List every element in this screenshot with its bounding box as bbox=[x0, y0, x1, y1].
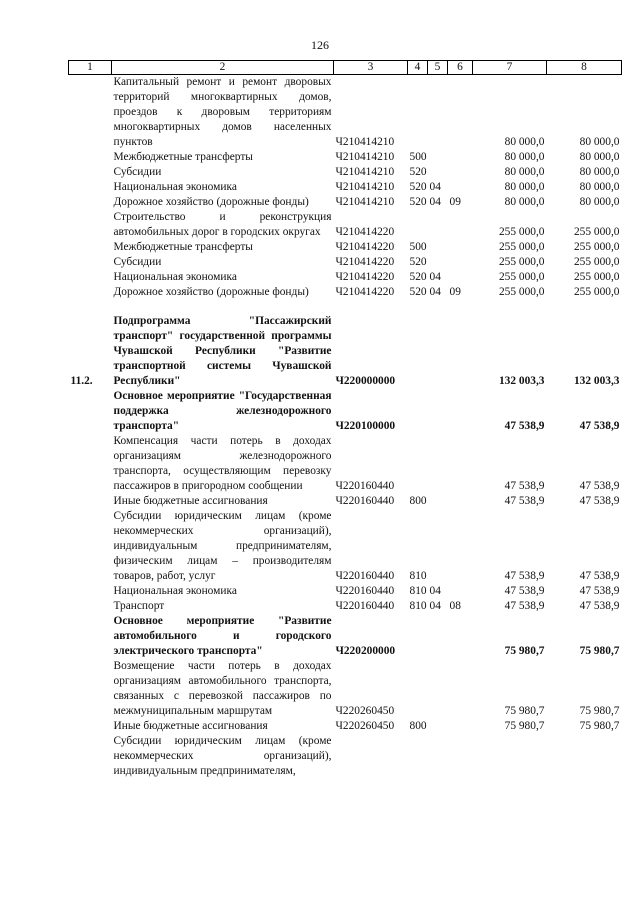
section-cell bbox=[428, 314, 448, 389]
subsection-cell bbox=[448, 734, 473, 779]
expense-type-cell bbox=[408, 734, 428, 779]
row-number-cell bbox=[69, 434, 112, 494]
amount-col7-cell: 255 000,0 bbox=[498, 226, 545, 238]
row-number-cell bbox=[69, 734, 112, 779]
item-name-cell: Субсидии bbox=[113, 166, 162, 178]
row-number-cell bbox=[69, 150, 112, 165]
subsection-cell: 08 bbox=[449, 600, 461, 612]
amount-col8-cell: 75 980,7 bbox=[579, 705, 620, 717]
amount-col8-cell: 80 000,0 bbox=[579, 151, 620, 163]
row-number-cell bbox=[69, 195, 112, 210]
section-cell bbox=[428, 614, 448, 659]
table-row bbox=[69, 240, 622, 255]
row-number-cell bbox=[69, 719, 112, 734]
amount-col8-cell: 255 000,0 bbox=[573, 241, 620, 253]
amount-col7-cell: 132 003,3 bbox=[498, 375, 545, 387]
amount-col7-cell: 80 000,0 bbox=[504, 181, 545, 193]
table-row bbox=[69, 599, 622, 614]
item-name-cell: Национальная экономика bbox=[113, 271, 237, 283]
row-number-cell bbox=[69, 180, 112, 195]
section-cell: 04 bbox=[429, 196, 441, 208]
amount-col7-cell: 47 538,9 bbox=[504, 585, 545, 597]
amount-col8-cell: 80 000,0 bbox=[579, 166, 620, 178]
amount-col7-cell: 75 980,7 bbox=[504, 720, 545, 732]
item-name-cell: Межбюджетные трансферты bbox=[113, 151, 253, 163]
table-row bbox=[69, 509, 622, 584]
row-number-cell bbox=[69, 614, 112, 659]
table-row bbox=[69, 285, 622, 300]
amount-col8-cell: 255 000,0 bbox=[573, 256, 620, 268]
page-number: 126 bbox=[311, 38, 329, 52]
table-row bbox=[69, 165, 622, 180]
item-name-cell: Возмещение части потерь в доходах организациям автомобильного транспорта, связанных с перевозкой пассажиров по межмуниципальным маршрутам bbox=[113, 660, 332, 717]
row-number-cell bbox=[69, 210, 112, 240]
table-row bbox=[69, 270, 622, 285]
expense-type-cell bbox=[408, 614, 428, 659]
table-row bbox=[69, 314, 622, 389]
item-name-cell: Основное мероприятие "Государственная поддержка железнодорожного транспорта" bbox=[113, 390, 332, 432]
row-number-cell bbox=[69, 599, 112, 614]
item-name-cell: Дорожное хозяйство (дорожные фонды) bbox=[113, 286, 309, 298]
amount-col7-cell: 255 000,0 bbox=[498, 271, 545, 283]
amount-col8-cell bbox=[547, 734, 622, 779]
expense-type-cell: 520 bbox=[409, 271, 427, 283]
target-code-cell: Ч210414210 bbox=[335, 196, 395, 208]
expense-type-cell: 500 bbox=[409, 241, 427, 253]
expense-type-cell: 810 bbox=[409, 585, 427, 597]
subsection-cell bbox=[448, 509, 473, 584]
section-cell bbox=[428, 434, 448, 494]
amount-col7-cell: 75 980,7 bbox=[504, 705, 545, 717]
amount-col7-cell: 80 000,0 bbox=[504, 196, 545, 208]
row-number-cell: 11.2. bbox=[70, 375, 93, 387]
expense-type-cell bbox=[408, 210, 428, 240]
section-cell bbox=[428, 509, 448, 584]
item-name-cell: Основное мероприятие "Развитие автомобильного и городского электрического транспорта" bbox=[113, 615, 332, 657]
section-cell bbox=[428, 210, 448, 240]
section-cell: 04 bbox=[429, 600, 441, 612]
target-code-cell: Ч220260450 bbox=[335, 705, 395, 717]
section-cell bbox=[428, 150, 448, 165]
section-cell bbox=[428, 494, 448, 509]
amount-col8-cell: 80 000,0 bbox=[579, 136, 620, 148]
header-cell: 1 bbox=[69, 61, 112, 75]
section-cell bbox=[428, 165, 448, 180]
item-name-cell: Национальная экономика bbox=[113, 585, 237, 597]
section-cell bbox=[428, 734, 448, 779]
section-cell bbox=[428, 389, 448, 434]
amount-col8-cell: 255 000,0 bbox=[573, 226, 620, 238]
table-row bbox=[69, 180, 622, 195]
amount-col7-cell: 47 538,9 bbox=[504, 480, 545, 492]
row-number-cell bbox=[69, 494, 112, 509]
expense-type-cell: 810 bbox=[409, 600, 427, 612]
subsection-cell bbox=[448, 75, 473, 151]
subsection-cell bbox=[448, 255, 473, 270]
amount-col7-cell: 47 538,9 bbox=[504, 600, 545, 612]
subsection-cell bbox=[448, 270, 473, 285]
expense-type-cell: 520 bbox=[409, 166, 427, 178]
target-code-cell: Ч220160440 bbox=[335, 600, 395, 612]
table-row bbox=[69, 614, 622, 659]
table-row bbox=[69, 434, 622, 494]
subsection-cell: 09 bbox=[449, 196, 461, 208]
subsection-cell bbox=[448, 150, 473, 165]
spacer-cell bbox=[69, 300, 622, 314]
item-name-cell: Субсидии юридическим лицам (кроме некоммерческих организаций), индивидуальным предпринимателям, bbox=[113, 735, 332, 777]
expense-type-cell: 800 bbox=[409, 495, 427, 507]
item-name-cell: Межбюджетные трансферты bbox=[113, 241, 253, 253]
section-cell: 04 bbox=[429, 286, 441, 298]
target-code-cell: Ч210414220 bbox=[335, 226, 395, 238]
expense-type-cell: 520 bbox=[409, 256, 427, 268]
amount-col7-cell: 80 000,0 bbox=[504, 166, 545, 178]
table-row bbox=[69, 255, 622, 270]
item-name-cell: Дорожное хозяйство (дорожные фонды) bbox=[113, 196, 309, 208]
expense-type-cell bbox=[408, 659, 428, 719]
header-cell: 4 bbox=[408, 61, 428, 75]
table-row bbox=[69, 734, 622, 779]
subsection-cell bbox=[448, 719, 473, 734]
table-row bbox=[69, 75, 622, 151]
item-name-cell: Иные бюджетные ассигнования bbox=[113, 720, 268, 732]
item-name-cell: Транспорт bbox=[113, 600, 165, 612]
target-code-cell: Ч210414210 bbox=[335, 181, 395, 193]
expense-type-cell bbox=[408, 389, 428, 434]
header-cell: 8 bbox=[547, 61, 622, 75]
item-name-cell: Субсидии bbox=[113, 256, 162, 268]
subsection-cell bbox=[448, 614, 473, 659]
item-name-cell: Строительство и реконструкция автомобильных дорог в городских округах bbox=[113, 211, 332, 238]
subsection-cell bbox=[448, 314, 473, 389]
item-name-cell: Капитальный ремонт и ремонт дворовых территорий многоквартирных домов, проездов к дворовым территориям многоквартирных домов населенных пунктов bbox=[113, 76, 332, 148]
amount-col8-cell: 47 538,9 bbox=[579, 585, 620, 597]
table-row bbox=[69, 210, 622, 240]
target-code-cell: Ч220160440 bbox=[335, 585, 395, 597]
amount-col8-cell: 75 980,7 bbox=[579, 645, 620, 657]
amount-col8-cell: 47 538,9 bbox=[579, 600, 620, 612]
section-cell bbox=[428, 659, 448, 719]
row-number-cell bbox=[69, 389, 112, 434]
item-name-cell: Национальная экономика bbox=[113, 181, 237, 193]
amount-col8-cell: 255 000,0 bbox=[573, 271, 620, 283]
table-body bbox=[69, 75, 622, 780]
amount-col8-cell: 80 000,0 bbox=[579, 181, 620, 193]
target-code-cell: Ч210414210 bbox=[335, 166, 395, 178]
amount-col7-cell: 255 000,0 bbox=[498, 286, 545, 298]
subsection-cell bbox=[448, 389, 473, 434]
amount-col8-cell: 255 000,0 bbox=[573, 286, 620, 298]
target-code-cell: Ч220200000 bbox=[335, 645, 396, 657]
section-cell: 04 bbox=[429, 585, 441, 597]
item-name-cell: Компенсация части потерь в доходах организациям железнодорожного транспорта, осуществляющим перевозку пассажиров в пригородном сообщении bbox=[113, 435, 332, 492]
subsection-cell bbox=[448, 180, 473, 195]
target-code-cell: Ч220100000 bbox=[335, 420, 396, 432]
subsection-cell bbox=[448, 240, 473, 255]
expense-type-cell: 500 bbox=[409, 151, 427, 163]
subsection-cell bbox=[448, 659, 473, 719]
amount-col8-cell: 47 538,9 bbox=[579, 570, 620, 582]
spacer-row bbox=[69, 300, 622, 314]
expense-type-cell: 520 bbox=[409, 286, 427, 298]
expense-type-cell bbox=[408, 314, 428, 389]
table-row bbox=[69, 659, 622, 719]
expense-type-cell: 810 bbox=[409, 570, 427, 582]
subsection-cell bbox=[448, 434, 473, 494]
target-code-cell: Ч210414220 bbox=[335, 241, 395, 253]
amount-col7-cell: 80 000,0 bbox=[504, 151, 545, 163]
subsection-cell bbox=[448, 165, 473, 180]
amount-col8-cell: 132 003,3 bbox=[573, 375, 620, 387]
target-code-cell: Ч210414220 bbox=[335, 286, 395, 298]
expense-type-cell: 800 bbox=[409, 720, 427, 732]
section-cell bbox=[428, 240, 448, 255]
target-code-cell: Ч220160440 bbox=[335, 570, 395, 582]
budget-table bbox=[68, 60, 622, 779]
header-cell: 7 bbox=[473, 61, 547, 75]
header-cell: 6 bbox=[448, 61, 473, 75]
row-number-cell bbox=[69, 659, 112, 719]
row-number-cell bbox=[69, 270, 112, 285]
row-number-cell bbox=[69, 165, 112, 180]
section-cell bbox=[428, 719, 448, 734]
table-row bbox=[69, 150, 622, 165]
amount-col7-cell: 80 000,0 bbox=[504, 136, 545, 148]
table-row bbox=[69, 389, 622, 434]
item-name-cell: Иные бюджетные ассигнования bbox=[113, 495, 268, 507]
table-row bbox=[69, 719, 622, 734]
item-name-cell: Подпрограмма "Пассажирский транспорт" государственной программы Чувашской Республики "Развитие транспортной системы Чувашской Республики" bbox=[113, 315, 332, 387]
table-header-row bbox=[69, 61, 622, 75]
item-name-cell: Субсидии юридическим лицам (кроме некоммерческих организаций), индивидуальным предпринимателям, физическим лицам – производителям товаров, работ, услуг bbox=[113, 510, 332, 582]
amount-col8-cell: 80 000,0 bbox=[579, 196, 620, 208]
amount-col7-cell: 47 538,9 bbox=[504, 420, 545, 432]
expense-type-cell bbox=[408, 75, 428, 151]
section-cell bbox=[428, 75, 448, 151]
amount-col7-cell: 255 000,0 bbox=[498, 256, 545, 268]
section-cell: 04 bbox=[429, 181, 441, 193]
target-code-cell: Ч210414220 bbox=[335, 256, 395, 268]
amount-col8-cell: 47 538,9 bbox=[579, 495, 620, 507]
table-row bbox=[69, 494, 622, 509]
target-code-cell: Ч210414210 bbox=[335, 151, 395, 163]
expense-type-cell bbox=[408, 434, 428, 494]
expense-type-cell: 520 bbox=[409, 196, 427, 208]
header-cell: 3 bbox=[334, 61, 408, 75]
subsection-cell: 09 bbox=[449, 286, 461, 298]
row-number-cell bbox=[69, 285, 112, 300]
row-number-cell bbox=[69, 509, 112, 584]
amount-col8-cell: 47 538,9 bbox=[579, 420, 620, 432]
table-row bbox=[69, 195, 622, 210]
target-code-cell bbox=[334, 734, 408, 779]
table-row bbox=[69, 584, 622, 599]
target-code-cell: Ч220160440 bbox=[335, 495, 395, 507]
amount-col7-cell: 255 000,0 bbox=[498, 241, 545, 253]
header-cell: 5 bbox=[428, 61, 448, 75]
subsection-cell bbox=[448, 210, 473, 240]
target-code-cell: Ч210414220 bbox=[335, 271, 395, 283]
row-number-cell bbox=[69, 240, 112, 255]
row-number-cell bbox=[69, 255, 112, 270]
header-cell: 2 bbox=[112, 61, 334, 75]
amount-col7-cell: 47 538,9 bbox=[504, 570, 545, 582]
amount-col7-cell: 75 980,7 bbox=[504, 645, 545, 657]
expense-type-cell: 520 bbox=[409, 181, 427, 193]
section-cell bbox=[428, 255, 448, 270]
target-code-cell: Ч220000000 bbox=[335, 375, 396, 387]
subsection-cell bbox=[448, 584, 473, 599]
section-cell: 04 bbox=[429, 271, 441, 283]
row-number-cell bbox=[69, 75, 112, 151]
amount-col8-cell: 75 980,7 bbox=[579, 720, 620, 732]
amount-col7-cell: 47 538,9 bbox=[504, 495, 545, 507]
target-code-cell: Ч210414210 bbox=[335, 136, 395, 148]
target-code-cell: Ч220260450 bbox=[335, 720, 395, 732]
subsection-cell bbox=[448, 494, 473, 509]
amount-col7-cell bbox=[473, 734, 547, 779]
amount-col8-cell: 47 538,9 bbox=[579, 480, 620, 492]
row-number-cell bbox=[69, 584, 112, 599]
target-code-cell: Ч220160440 bbox=[335, 480, 395, 492]
